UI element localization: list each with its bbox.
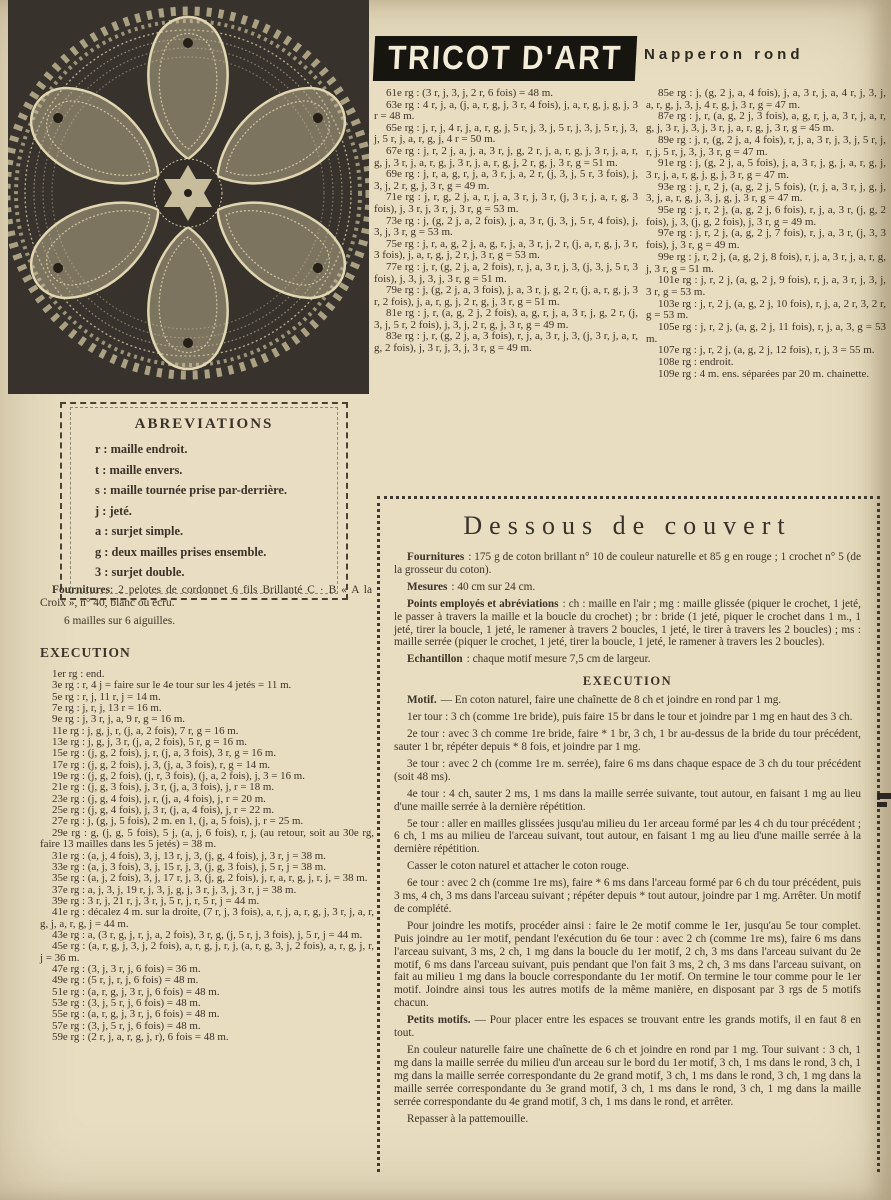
- instruction-row: 33e rg : (a, j, 3 fois), 3, j, 15 r, j, 3, (j, g, 3 fois), j, 5 r, j = 38 m.: [52, 860, 326, 873]
- instruction-row: 75e rg : j, r, a, g, 2 j, a, g, r, j, a, 3 r, j, 2 r, (j, a, r, g, j, 3 r, 3 fois), j, a, r, g, j, 2 r, j, 3 r, g = 53 m.: [374, 237, 638, 262]
- instruction-row: 37e rg : a, j, 3, j, 19 r, j, 3, j, g, j, 3 r, j, 3, j, 3 r, j = 38 m.: [52, 883, 297, 896]
- instruction-row: 109e rg : 4 m. ens. séparées par 20 m. chainette.: [658, 367, 870, 380]
- instruction-row: 67e rg : j, r, 2 j, a, j, a, 3 r, j, g, 2 r, j, a, r, g, j, 3 r, j, a, r, g, j, 3 r, j, a, r, g, j, 3 r, j, a, r, g, j, 2 r, g, j, 3 r, g = 51 m.: [374, 144, 638, 169]
- abbreviation-item: t : maille envers.: [95, 462, 183, 477]
- paragraph-text: 2e tour : avec 3 ch comme 1re bride, faire * 1 br, 3 ch, 1 br au-dessus de la bride du tour précédent, sauter 1 br, répéter depuis * 8 fois, et joindre par 1 mg.: [394, 728, 861, 753]
- instruction-row: 103e rg : j, r, 2 j, (a, g, 2 j, 10 fois), r, j, a, 2 r, 3, 2 r, g = 53 m.: [646, 297, 886, 322]
- dessous-paragraph: [394, 551, 861, 577]
- instruction-row: 3e rg : r, 4 j = faire sur le 4e tour sur les 4 jetés = 11 m.: [52, 679, 292, 692]
- paragraph-text: Casser le coton naturel et attacher le coton rouge.: [407, 860, 630, 873]
- paragraph-text: : chaque motif mesure 7,5 cm de largeur.: [466, 653, 651, 666]
- paragraph-text: En couleur naturelle faire une chaînette de 6 ch et joindre en rond par 1 mg. Tour suivant : 3 ch, 1 mg dans la maille serrée du milieu d'un arceau sur le bord du 1er motif, 3 ch, 1 ms dans le rond, 3 ch, 1 mg dans la maille serrée correspondante du 2e grand motif, 3 ch, 1 ms dans le rond, 3 ch, 1 mg dans la maille serrée correspondante du 3e grand motif, 3 ch, 1 ms dans le rond, 3 ch, 1 mg dans la maille serrée correspondante du 4e grand motif, 3 ch, 1 ms dans le rond, et arrêter.: [394, 1044, 861, 1108]
- instruction-row: 61e rg : (3 r, j, 3, j, 2 r, 6 fois) = 48 m.: [386, 87, 554, 99]
- dessous-intro: [394, 551, 861, 666]
- instruction-row: 1er rg : end.: [52, 668, 105, 680]
- instruction-row: 77e rg : j, r, (g, 2 j, a, 2 fois), r, j, a, 3 r, j, 3, (j, 3, j, 5 r, 3 fois), j, 3, j, 3, j, 3 r, g = 51 m.: [374, 260, 638, 285]
- dessous-paragraph: [394, 1044, 861, 1109]
- dessous-paragraph: [394, 877, 861, 916]
- abbreviation-item: a : surjet simple.: [95, 524, 184, 538]
- instruction-row: 89e rg : j, r, (g, 2 j, a, 4 fois), r, j, a, 3 r, j, 3, j, 5 r, j, r, j, 5 r, j, 3, j, 3 r, g = 47 m.: [646, 133, 886, 158]
- paragraph-text: — En coton naturel, faire une chaînette de 8 ch et joindre en rond par 1 mg.: [440, 694, 782, 707]
- instruction-row: 107e rg : j, r, 2 j, (a, g, 2 j, 12 fois), r, j, 3 = 55 m.: [658, 344, 875, 357]
- instruction-row: 87e rg : j, r, (a, g, 2 j, 3 fois), a, g, r, j, a, 3 r, j, a, r, g, j, 3 r, j, 3, j, 3 r, j, a, r, g, j, 3 r, g = 45 m.: [646, 110, 886, 135]
- instruction-row: 63e rg : 4 r, j, a, (j, a, r, g, j, 3 r, 4 fois), j, a, r, g, j, g, j, 3 r = 48 m.: [374, 98, 638, 123]
- instruction-row: 27e rg : j, (g, j, 5 fois), 2 m. en 1, (j, a, 5 fois), j, r = 25 m.: [52, 815, 304, 828]
- paragraph-text: 6e tour : avec 2 ch (comme 1re ms), faire * 6 ms dans l'arceau formé par 6 ch du tour précédent, puis 3 ms, 4 ch, 3 ms dans l'arceau suivant ; répéter depuis * tout autour, joindre par 1 mg. Arrêter. Un motif de complété.: [394, 877, 861, 915]
- instruction-row: 5e rg : r, j, 11 r, j = 14 m.: [52, 690, 161, 703]
- abbreviation-item: 3 : surjet double.: [95, 565, 185, 579]
- fournitures-lead: Fournitures: [52, 584, 111, 596]
- instruction-column-right: [646, 88, 886, 381]
- dessous-paragraph: [394, 728, 861, 754]
- instruction-row: 43e rg : a, (3 r, g, j, r, j, a, 2 fois), 3 r, g, (j, 5 r, j, 3 fois), j, 5 r, j = 44 m.: [52, 928, 363, 941]
- dessous-paragraph: [394, 694, 861, 707]
- instruction-row: 85e rg : j, (g, 2 j, a, 4 fois), j, a, 3 r, j, a, 4 r, j, 3, j, a, r, g, j, 3, j, 4 r, g, j, 3 r, g = 47 m.: [646, 87, 886, 111]
- instruction-row: 79e rg : j, (g, 2 j, a, 3 fois), j, a, 3 r, j, g, 2 r, (j, a, r, g, j, 3 r, 2 fois), j, a, r, g, j, 2 r, g, j, 3 r, g = 51 m.: [374, 284, 638, 308]
- paragraph-text: Repasser à la pattemouille.: [407, 1112, 529, 1125]
- dessous-paragraph: [394, 758, 861, 784]
- instruction-row: 97e rg : j, r, 2 j, (a, g, 2 j, 7 fois), r, j, a, 3 r, (j, 3, 3 fois), j, 3 r, g = 49 m.: [646, 227, 886, 252]
- paragraph-lead: Fournitures: [407, 551, 465, 563]
- instruction-row: 23e rg : (j, g, 4 fois), j, r, (j, a, 4 fois), j, r = 20 m.: [52, 792, 266, 805]
- instruction-row: 11e rg : j, g, j, r, (j, a, 2 fois), 7 r, g = 16 m.: [52, 724, 239, 737]
- dessous-de-couvert-box: [377, 496, 880, 1172]
- instruction-row: 29e rg : g, (j, g, 5 fois), 5 j, (a, j, 6 fois), r, j, (au retour, soit au 30e rg, faire 13 mailles dans les 5 jetés) = 38 m.: [40, 826, 374, 851]
- dessous-paragraph: [394, 818, 861, 857]
- instruction-row: 59e rg : (2 r, j, a, r, g, j, r), 6 fois = 48 m.: [52, 1031, 229, 1043]
- instruction-row: 31e rg : (a, j, 4 fois), 3, j, 13 r, j, 3, (j, g, 4 fois), j, 3 r, j = 38 m.: [52, 849, 326, 862]
- instruction-row: 41e rg : décalez 4 m. sur la droite, (7 r, j, 3 fois), a, r, j, a, r, g, j, 3 r, j, a, r, g, j, a, r, g, j = 44 m.: [40, 906, 374, 930]
- instruction-row: 105e rg : j, r, 2 j, (a, g, 2 j, 11 fois), r, j, a, 3, g = 53 m.: [646, 321, 886, 345]
- instruction-row: 15e rg : (j, g, 2 fois), j, r, (j, a, 3 fois), 3 r, g = 16 m.: [52, 747, 277, 760]
- border-notch-decoration: [877, 793, 891, 799]
- instruction-row: 55e rg : (a, r, g, j, 3 r, j, 6 fois) = 48 m.: [52, 1008, 220, 1021]
- fournitures-text: : 2 pelotes de cordonnet 6 fils Brillanté C · B « A la Croix », n° 40, blanc ou écru.: [40, 584, 372, 610]
- section-banner: [373, 36, 637, 81]
- instruction-row: 83e rg : j, r, (g, 2 j, a, 3 fois), r, j, a, 3 r, j, 3, (j, 3 r, j, a, r, g, 2 fois), j, 3 r, j, 3, j, 3 r, g = 49 m.: [374, 330, 638, 355]
- instruction-row: 19e rg : (j, g, 2 fois), (j, r, 3 fois), (j, a, 2 fois), j, 3 = 16 m.: [52, 770, 305, 783]
- abbreviations-title: ABREVIATIONS: [134, 416, 274, 432]
- dessous-paragraph: [394, 1014, 861, 1040]
- instruction-row: 13e rg : j, g, j, 3 r, (j, a, 2 fois), 5 r, g = 16 m.: [52, 736, 248, 749]
- instruction-row: 21e rg : (j, g, 3 fois), j, 3 r, (j, a, 3 fois), j, r = 18 m.: [52, 781, 275, 794]
- dessous-paragraph: [394, 788, 861, 814]
- paragraph-lead: Mesures: [407, 580, 448, 593]
- dessous-paragraph: [394, 598, 861, 650]
- instruction-row: 17e rg : (j, g, 2 fois), j, 3, (j, a, 3 fois), r, g = 14 m.: [52, 758, 271, 771]
- dessous-paragraph: [394, 860, 861, 873]
- abbreviations-box: [60, 402, 348, 600]
- section-banner-label: TRICOT D'ART: [386, 39, 624, 77]
- instruction-row: 49e rg : (5 r, j, r, j, 6 fois) = 48 m.: [52, 974, 199, 987]
- dessous-paragraph: [394, 711, 861, 724]
- instruction-row: 9e rg : j, 3 r, j, a, 9 r, g = 16 m.: [52, 713, 186, 726]
- dessous-title: Dessous de couvert: [463, 511, 792, 540]
- instruction-row: 73e rg : j, (g, 2 j, a, 2 fois), j, a, 3 r, (j, 3, j, 5 r, 4 fois), j, 3, j, 3 r, g = 53 m.: [374, 214, 638, 239]
- paragraph-lead: Motif.: [407, 694, 437, 707]
- abbreviation-item: r : maille endroit.: [95, 442, 188, 456]
- doily-photo: [8, 0, 369, 394]
- article-title: Napperon rond: [644, 46, 804, 63]
- instruction-row: 45e rg : (a, r, g, j, 3, j, 2 fois), a, r, g, j, r, j, (a, r, g, 3, j, 2 fois), a, r, g, j, r, j = 36 m.: [40, 940, 374, 964]
- instruction-row: 39e rg : 3 r, j, 21 r, j, 3 r, j, 5 r, j, r, 5 r, j = 44 m.: [52, 894, 260, 907]
- paragraph-lead: Echantillon: [407, 653, 463, 666]
- paragraph-text: 3e tour : avec 2 ch (comme 1re m. serrée), faire 6 ms dans chaque espace de 3 ch du tour précédent (soit 48 ms).: [394, 757, 861, 783]
- instruction-row: 81e rg : j, r, (a, g, 2 j, 2 fois), a, g, r, j, a, 3 r, j, g, 2 r, (j, 3, j, 5 r, 2 fois), j, 3, j, 2 r, g, j, 3 r, g = 49 m.: [374, 307, 638, 331]
- paragraph-text: 4e tour : 4 ch, sauter 2 ms, 1 ms dans la maille serrée suivante, tout autour, en faisant 1 mg au lieu d'une maille serrée à la dernière répétition.: [394, 787, 861, 813]
- paragraph-lead: Petits motifs.: [407, 1014, 471, 1027]
- paragraph-text: 5e tour : aller en mailles glissées jusqu'au milieu du 1er arceau formé par les 4 ch du tour précédent ; 6 ch, 1 ms au milieu de l'arceau suivant, tout autour, en faisant 1 mg au lieu d'une maille serrée à la dernière répétition.: [394, 817, 861, 856]
- instruction-row: 35e rg : (a, j, 2 fois), 3, j, 17 r, j, 3, (j, g, 2 fois), j, r, a, r, g, j, r, j, = 38 m.: [52, 872, 368, 885]
- instruction-column-middle: [374, 88, 638, 355]
- instruction-row: 25e rg : (j, g, 4 fois), j, 3 r, (j, a, 4 fois), j, r = 22 m.: [52, 804, 275, 817]
- instruction-row: 57e rg : (3, j, 5 r, j, 6 fois) = 48 m.: [52, 1019, 201, 1032]
- instruction-row: 53e rg : (3, j, 5 r, j, 6 fois) = 48 m.: [52, 996, 201, 1009]
- paragraph-text: : ch : maille en l'air ; mg : maille glissée (piquer le crochet, 1 jeté, le passer à travers la maille et la boucle du crochet) ; br : bride (1 jeté, piquer le crochet dans 1 m., 1 jeté, tirer la boucle, 1 jeté, le ramener à travers 2 boucles, 1 jeté, le tirer à travers les 2 boucles) ; ms : maille serrée (piquer le crochet, 1 jeté, tirer la boucle, 1 jeté, le ramener à travers les 2 boucles).: [394, 597, 861, 649]
- paragraph-text: : 40 cm sur 24 cm.: [451, 580, 536, 593]
- abbreviations-inner-border: [70, 407, 338, 594]
- instruction-row: 47e rg : (3, j, 3 r, j, 6 fois) = 36 m.: [52, 962, 201, 975]
- instruction-column-left: [40, 669, 374, 1043]
- paragraph-text: : 175 g de coton brillant n° 10 de couleur naturelle et 85 g en rouge ; 1 crochet n° 5 (de la grosseur du coton).: [394, 551, 861, 576]
- instruction-row: 95e rg : j, r, 2 j, (a, g, 2 j, 6 fois), r, j, a, 3 r, (j, g, 2 fois), j, 3, (j, g, 2 fois), j, 3 r, g = 49 m.: [646, 204, 886, 228]
- abbreviation-item: g : deux mailles prises ensemble.: [95, 544, 267, 559]
- instruction-row: 7e rg : j, r, j, 13 r = 16 m.: [52, 702, 162, 715]
- instruction-row: 71e rg : j, r, g, 2 j, a, r, j, a, 3 r, j, 3 r, (j, 3 r, j, a, r, g, 3 fois), j, 3 r, j, 3 r, j, 3 r, g = 53 m.: [374, 191, 638, 215]
- instruction-row: 101e rg : j, r, 2 j, (a, g, 2 j, 9 fois), r, j, a, 3 r, j, 3, j, 3 r, g = 53 m.: [646, 274, 886, 298]
- dessous-body: [394, 694, 861, 1125]
- abbreviation-item: s : maille tournée prise par-derrière.: [95, 483, 287, 497]
- gauge-line: 6 mailles sur 6 aiguilles.: [64, 615, 176, 627]
- instruction-row: 69e rg : j, r, a, g, r, j, a, 3 r, j, a, 2 r, (j, 3, j, 5 r, 3 fois), j, 3, j, 2 r, g, j, 3 r, g = 49 m.: [374, 168, 638, 192]
- paragraph-text: — Pour placer entre les espaces se trouvant entre les grands motifs, il en faut 8 en tout.: [394, 1014, 861, 1040]
- dessous-paragraph: [394, 1113, 861, 1126]
- instruction-row: 91e rg : j, (g, 2 j, a, 5 fois), j, a, 3 r, j, g, j, a, r, g, j, 3 r, j, a, r, g, j, g, j, 3 r, g = 47 m.: [646, 157, 886, 181]
- dessous-paragraph: [394, 581, 861, 594]
- paragraph-lead: Points employés et abréviations: [407, 597, 559, 610]
- paragraph-text: Pour joindre les motifs, procéder ainsi : faire le 2e motif comme le 1er, jusqu'au 5e tour complet. Puis joindre au 1er motif, pendant l'exécution du 6e tour : avec 2 ch (comme 1re ms), faire 6 ms dans l'arceau suivant, 3 ms, 2 ch, 1 mg dans la boucle du 1er motif, 2 ch, 3 ms dans l'arceau suivant du 2e motif, 6 ms dans l'arceau suivant, puis pendant que l'on fait 3 ms, 2 ch, 3 ms dans l'arceau suivant, on fait au milieu 1 mg dans la boucle correspondante du 1er motif. On termine le tour comme pour le 1er motif. Joindre ainsi tous les autres motifs de la même manière, en disposant par 3 rgs de 5 motifs chacun.: [394, 919, 861, 1010]
- fournitures-paragraph: [40, 584, 372, 610]
- abbreviations-list: [79, 443, 329, 579]
- execution-heading: EXECUTION: [40, 645, 131, 660]
- instruction-row: 51e rg : (a, r, g, j, 3 r, j, 6 fois) = 48 m.: [52, 985, 220, 998]
- paragraph-text: 1er tour : 3 ch (comme 1re bride), puis faire 15 br dans le tour et joindre par 1 mg en haut des 3 ch.: [407, 711, 853, 724]
- instruction-row: 108e rg : endroit.: [658, 356, 734, 369]
- dessous-paragraph: [394, 920, 861, 1010]
- instruction-row: 65e rg : j, r, j, 4 r, j, a, r, g, j, 5 r, j, 3, j, 5 r, j, 3, j, 5 r, j, 3, j, 5 r, j, a, r, g, j, 4 r = 50 m.: [374, 121, 638, 146]
- instruction-row: 93e rg : j, r, 2 j, (a, g, 2 j, 5 fois), (r, j, a, 3 r, j, g, j, 3, j, a, r, g, j, 3, j, g, j, 3 r, g = 47 m.: [646, 180, 886, 205]
- instruction-row: 99e rg : j, r, 2 j, (a, g, 2 j, 8 fois), r, j, a, 3 r, j, a, r, g, j, 3 r, g = 51 m.: [646, 250, 886, 275]
- dessous-paragraph: [394, 653, 861, 666]
- dessous-execution-heading: EXECUTION: [582, 674, 673, 689]
- abbreviation-item: j : jeté.: [95, 503, 132, 518]
- doily-illustration: [8, 0, 369, 394]
